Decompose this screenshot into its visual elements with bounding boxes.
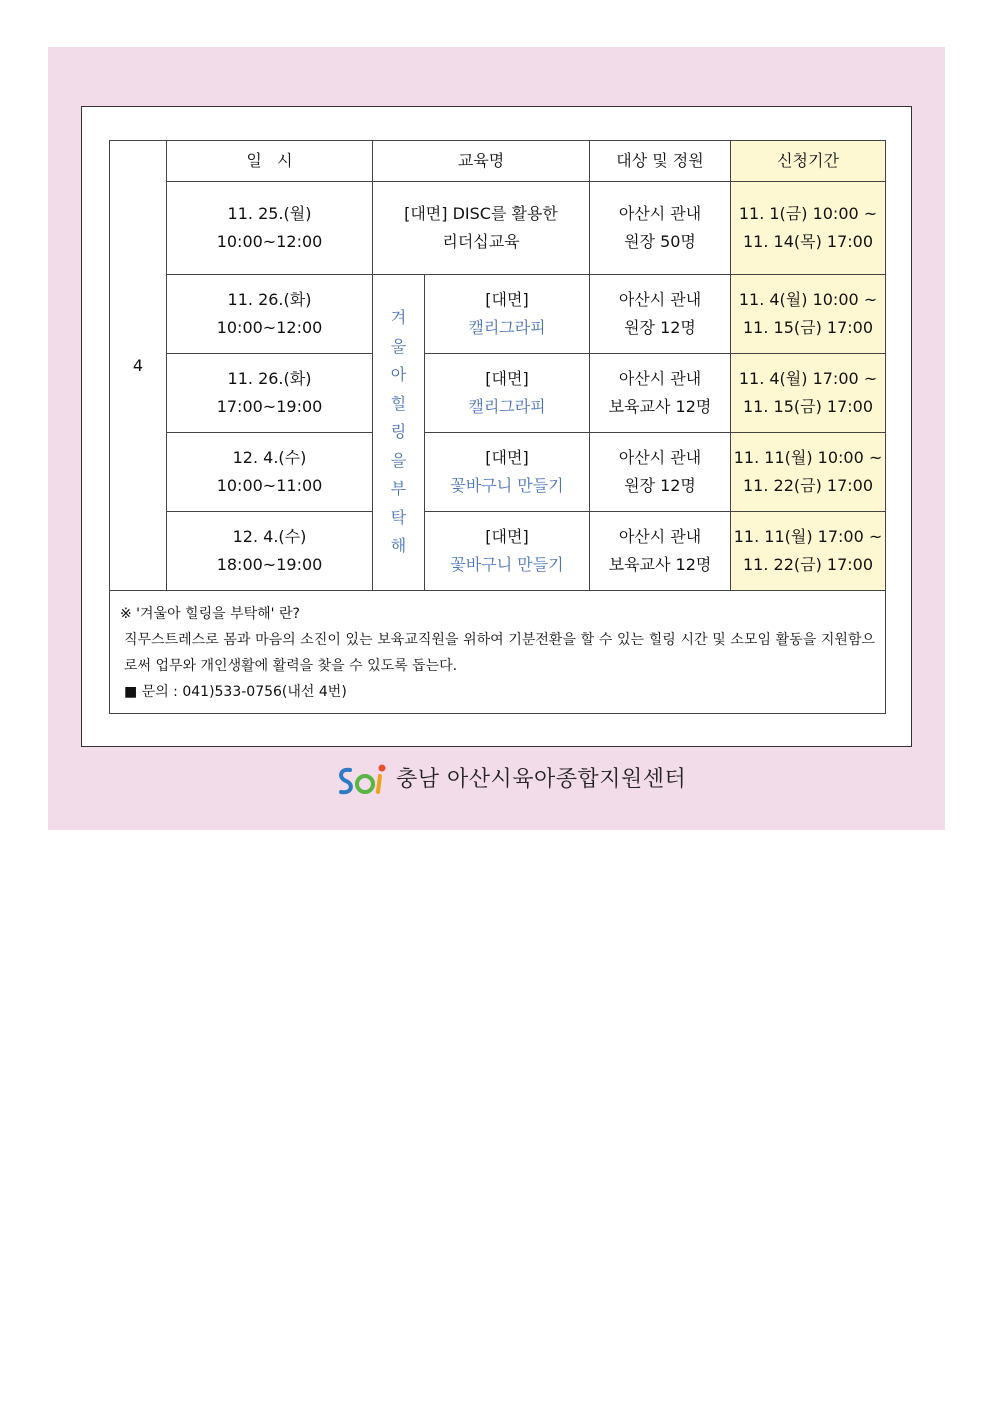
table-row xyxy=(110,275,886,354)
header-date: 일 시 xyxy=(167,141,373,182)
apply-cell xyxy=(731,512,886,591)
apply-start: 11. 1(금) 10:00 ~ xyxy=(738,204,878,223)
apply-cell xyxy=(731,354,886,433)
course-text: [대면] DISC를 활용한 xyxy=(404,204,558,223)
apply-start: 11. 11(월) 10:00 ~ xyxy=(733,448,883,467)
date-text: 12. 4.(수) xyxy=(232,448,307,467)
target-area: 아산시 관내 xyxy=(618,290,702,309)
target-capacity: 원장 12명 xyxy=(624,318,696,337)
date-cell xyxy=(167,182,373,275)
date-text: 11. 26.(화) xyxy=(227,369,312,388)
date-text: 12. 4.(수) xyxy=(232,527,307,546)
soi-logo-icon xyxy=(336,762,392,800)
table-row xyxy=(110,354,886,433)
target-cell xyxy=(590,512,731,591)
apply-end: 11. 15(금) 17:00 xyxy=(742,397,874,416)
apply-start: 11. 4(월) 10:00 ~ xyxy=(738,290,878,309)
org-name: 충남 아산시육아종합지원센터 xyxy=(396,767,687,792)
time-text: 10:00~12:00 xyxy=(216,232,323,251)
note-cell xyxy=(110,591,886,714)
header-apply-period: 신청기간 xyxy=(731,141,886,182)
time-text: 10:00~12:00 xyxy=(216,318,323,337)
course-type: [대면] xyxy=(485,448,529,467)
theme-vertical-label xyxy=(373,275,425,591)
target-cell xyxy=(590,354,731,433)
course-cell xyxy=(425,512,590,591)
course-title: 꽃바구니 만들기 xyxy=(450,555,564,574)
table-row xyxy=(110,433,886,512)
target-cell xyxy=(590,182,731,275)
course-cell xyxy=(373,182,590,275)
apply-cell xyxy=(731,275,886,354)
time-text: 10:00~11:00 xyxy=(216,476,323,495)
apply-cell xyxy=(731,433,886,512)
course-title: 캘리그라피 xyxy=(468,397,546,416)
target-capacity: 보육교사 12명 xyxy=(608,555,712,574)
course-cell xyxy=(425,275,590,354)
target-area: 아산시 관내 xyxy=(618,204,702,223)
contact-info: ■ 문의 : 041)533-0756(내선 4번) xyxy=(124,684,347,700)
course-title: 꽃바구니 만들기 xyxy=(450,476,564,495)
course-type: [대면] xyxy=(485,369,529,388)
target-capacity: 보육교사 12명 xyxy=(608,397,712,416)
date-cell xyxy=(167,512,373,591)
course-title: 캘리그라피 xyxy=(468,318,546,337)
target-area: 아산시 관내 xyxy=(618,448,702,467)
table-header-row xyxy=(110,141,886,182)
apply-start: 11. 4(월) 17:00 ~ xyxy=(738,369,878,388)
course-cell xyxy=(425,354,590,433)
header-course: 교육명 xyxy=(373,141,590,182)
course-type: [대면] xyxy=(485,527,529,546)
target-capacity: 원장 50명 xyxy=(624,232,696,251)
target-capacity: 원장 12명 xyxy=(624,476,696,495)
course-cell xyxy=(425,433,590,512)
date-text: 11. 26.(화) xyxy=(227,290,312,309)
date-cell xyxy=(167,354,373,433)
note-row xyxy=(110,591,886,714)
note-title: ※ '겨울아 힐링을 부탁해' 란? xyxy=(120,606,300,622)
apply-end: 11. 22(금) 17:00 xyxy=(742,476,874,495)
date-cell xyxy=(167,275,373,354)
apply-cell xyxy=(731,182,886,275)
theme-text: 겨울아힐링을부탁해 xyxy=(390,308,407,556)
table-row xyxy=(110,512,886,591)
apply-start: 11. 11(월) 17:00 ~ xyxy=(733,527,883,546)
target-cell xyxy=(590,275,731,354)
note-body: 직무스트레스로 몸과 마음의 소진이 있는 보육교직원을 위하여 기분전환을 할 수 있는 힐링 시간 및 소모임 활동을 지원함으로써 업무와 개인생활에 활력을 찾을 수 있도록 돕는다. xyxy=(124,632,875,674)
time-text: 18:00~19:00 xyxy=(216,555,323,574)
apply-end: 11. 15(금) 17:00 xyxy=(742,318,874,337)
target-area: 아산시 관내 xyxy=(618,527,702,546)
date-text: 11. 25.(월) xyxy=(227,204,312,223)
session-number: 4 xyxy=(110,141,167,591)
apply-end: 11. 22(금) 17:00 xyxy=(742,555,874,574)
schedule-table xyxy=(109,140,886,714)
target-cell xyxy=(590,433,731,512)
apply-end: 11. 14(목) 17:00 xyxy=(742,232,874,251)
course-type: [대면] xyxy=(485,290,529,309)
header-target: 대상 및 정원 xyxy=(590,141,731,182)
course-text: 리더십교육 xyxy=(442,232,520,251)
date-cell xyxy=(167,433,373,512)
target-area: 아산시 관내 xyxy=(618,369,702,388)
time-text: 17:00~19:00 xyxy=(216,397,323,416)
table-row xyxy=(110,182,886,275)
